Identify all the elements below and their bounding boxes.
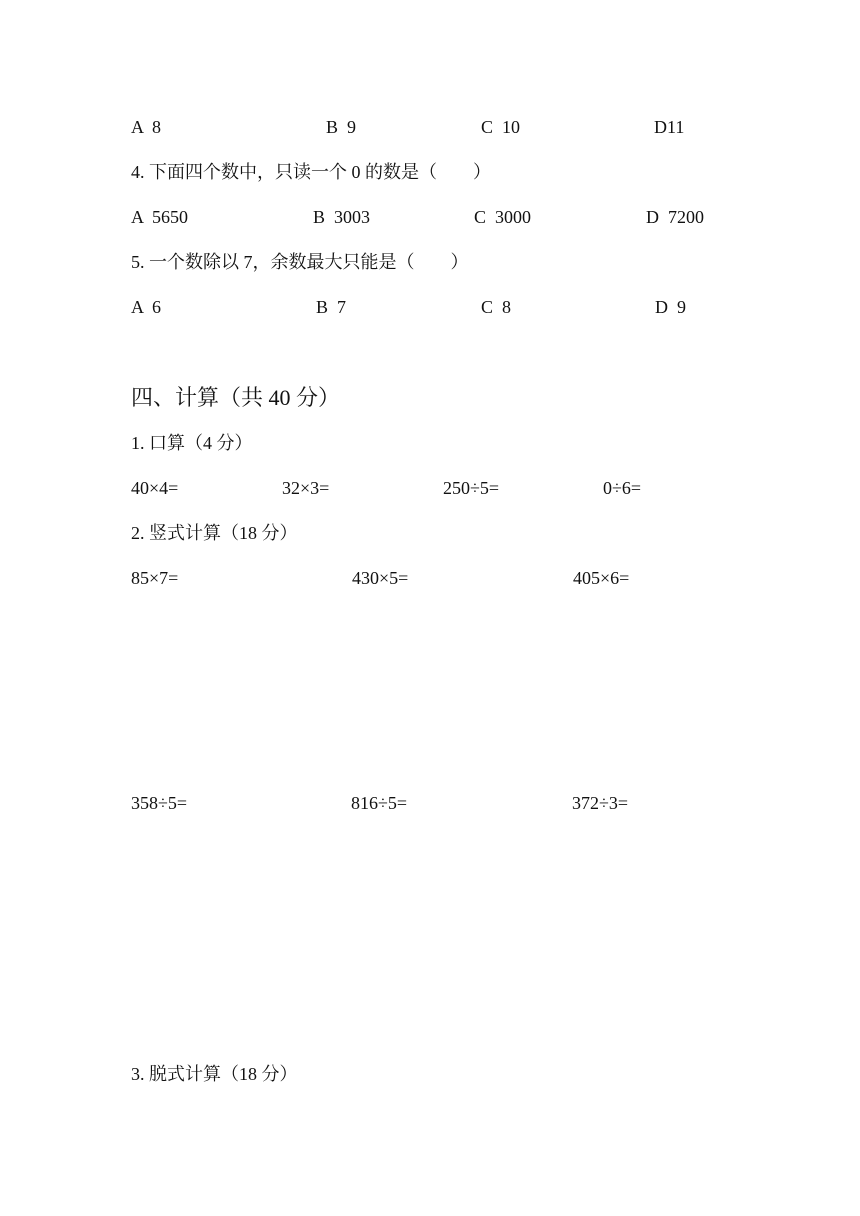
vertical-item-2: 430×5= xyxy=(352,568,409,588)
vertical-item-6: 372÷3= xyxy=(572,793,629,813)
q5-question: 5. 一个数除以 7，余数最大只能是（ ） xyxy=(131,252,469,272)
q5-option-b: B 7 xyxy=(316,297,347,317)
q5-option-c: C 8 xyxy=(481,297,512,317)
q3-option-d: D11 xyxy=(654,117,685,137)
q4-option-c: C 3000 xyxy=(474,207,532,227)
q4-option-d: D 7200 xyxy=(646,207,704,227)
vertical-item-5: 816÷5= xyxy=(351,793,408,813)
q3-option-a: A 8 xyxy=(131,117,162,137)
q4-option-a: A 5650 xyxy=(131,207,189,227)
vertical-item-1: 85×7= xyxy=(131,568,179,588)
q3-option-c: C 10 xyxy=(481,117,521,137)
q3-option-b: B 9 xyxy=(326,117,357,137)
oral-item-2: 32×3= xyxy=(282,478,330,498)
q4-question: 4. 下面四个数中，只读一个 0 的数是（ ） xyxy=(131,162,491,182)
stepwise-calc-title: 3. 脱式计算（18 分） xyxy=(131,1064,298,1084)
oral-item-3: 250÷5= xyxy=(443,478,500,498)
q4-option-b: B 3003 xyxy=(313,207,371,227)
oral-calc-title: 1. 口算（4 分） xyxy=(131,433,253,453)
section-heading: 四、计算（共 40 分） xyxy=(131,385,341,410)
oral-item-1: 40×4= xyxy=(131,478,179,498)
q5-option-d: D 9 xyxy=(655,297,686,317)
oral-item-4: 0÷6= xyxy=(603,478,642,498)
vertical-calc-title: 2. 竖式计算（18 分） xyxy=(131,523,298,543)
vertical-item-4: 358÷5= xyxy=(131,793,188,813)
vertical-item-3: 405×6= xyxy=(573,568,630,588)
q5-option-a: A 6 xyxy=(131,297,162,317)
